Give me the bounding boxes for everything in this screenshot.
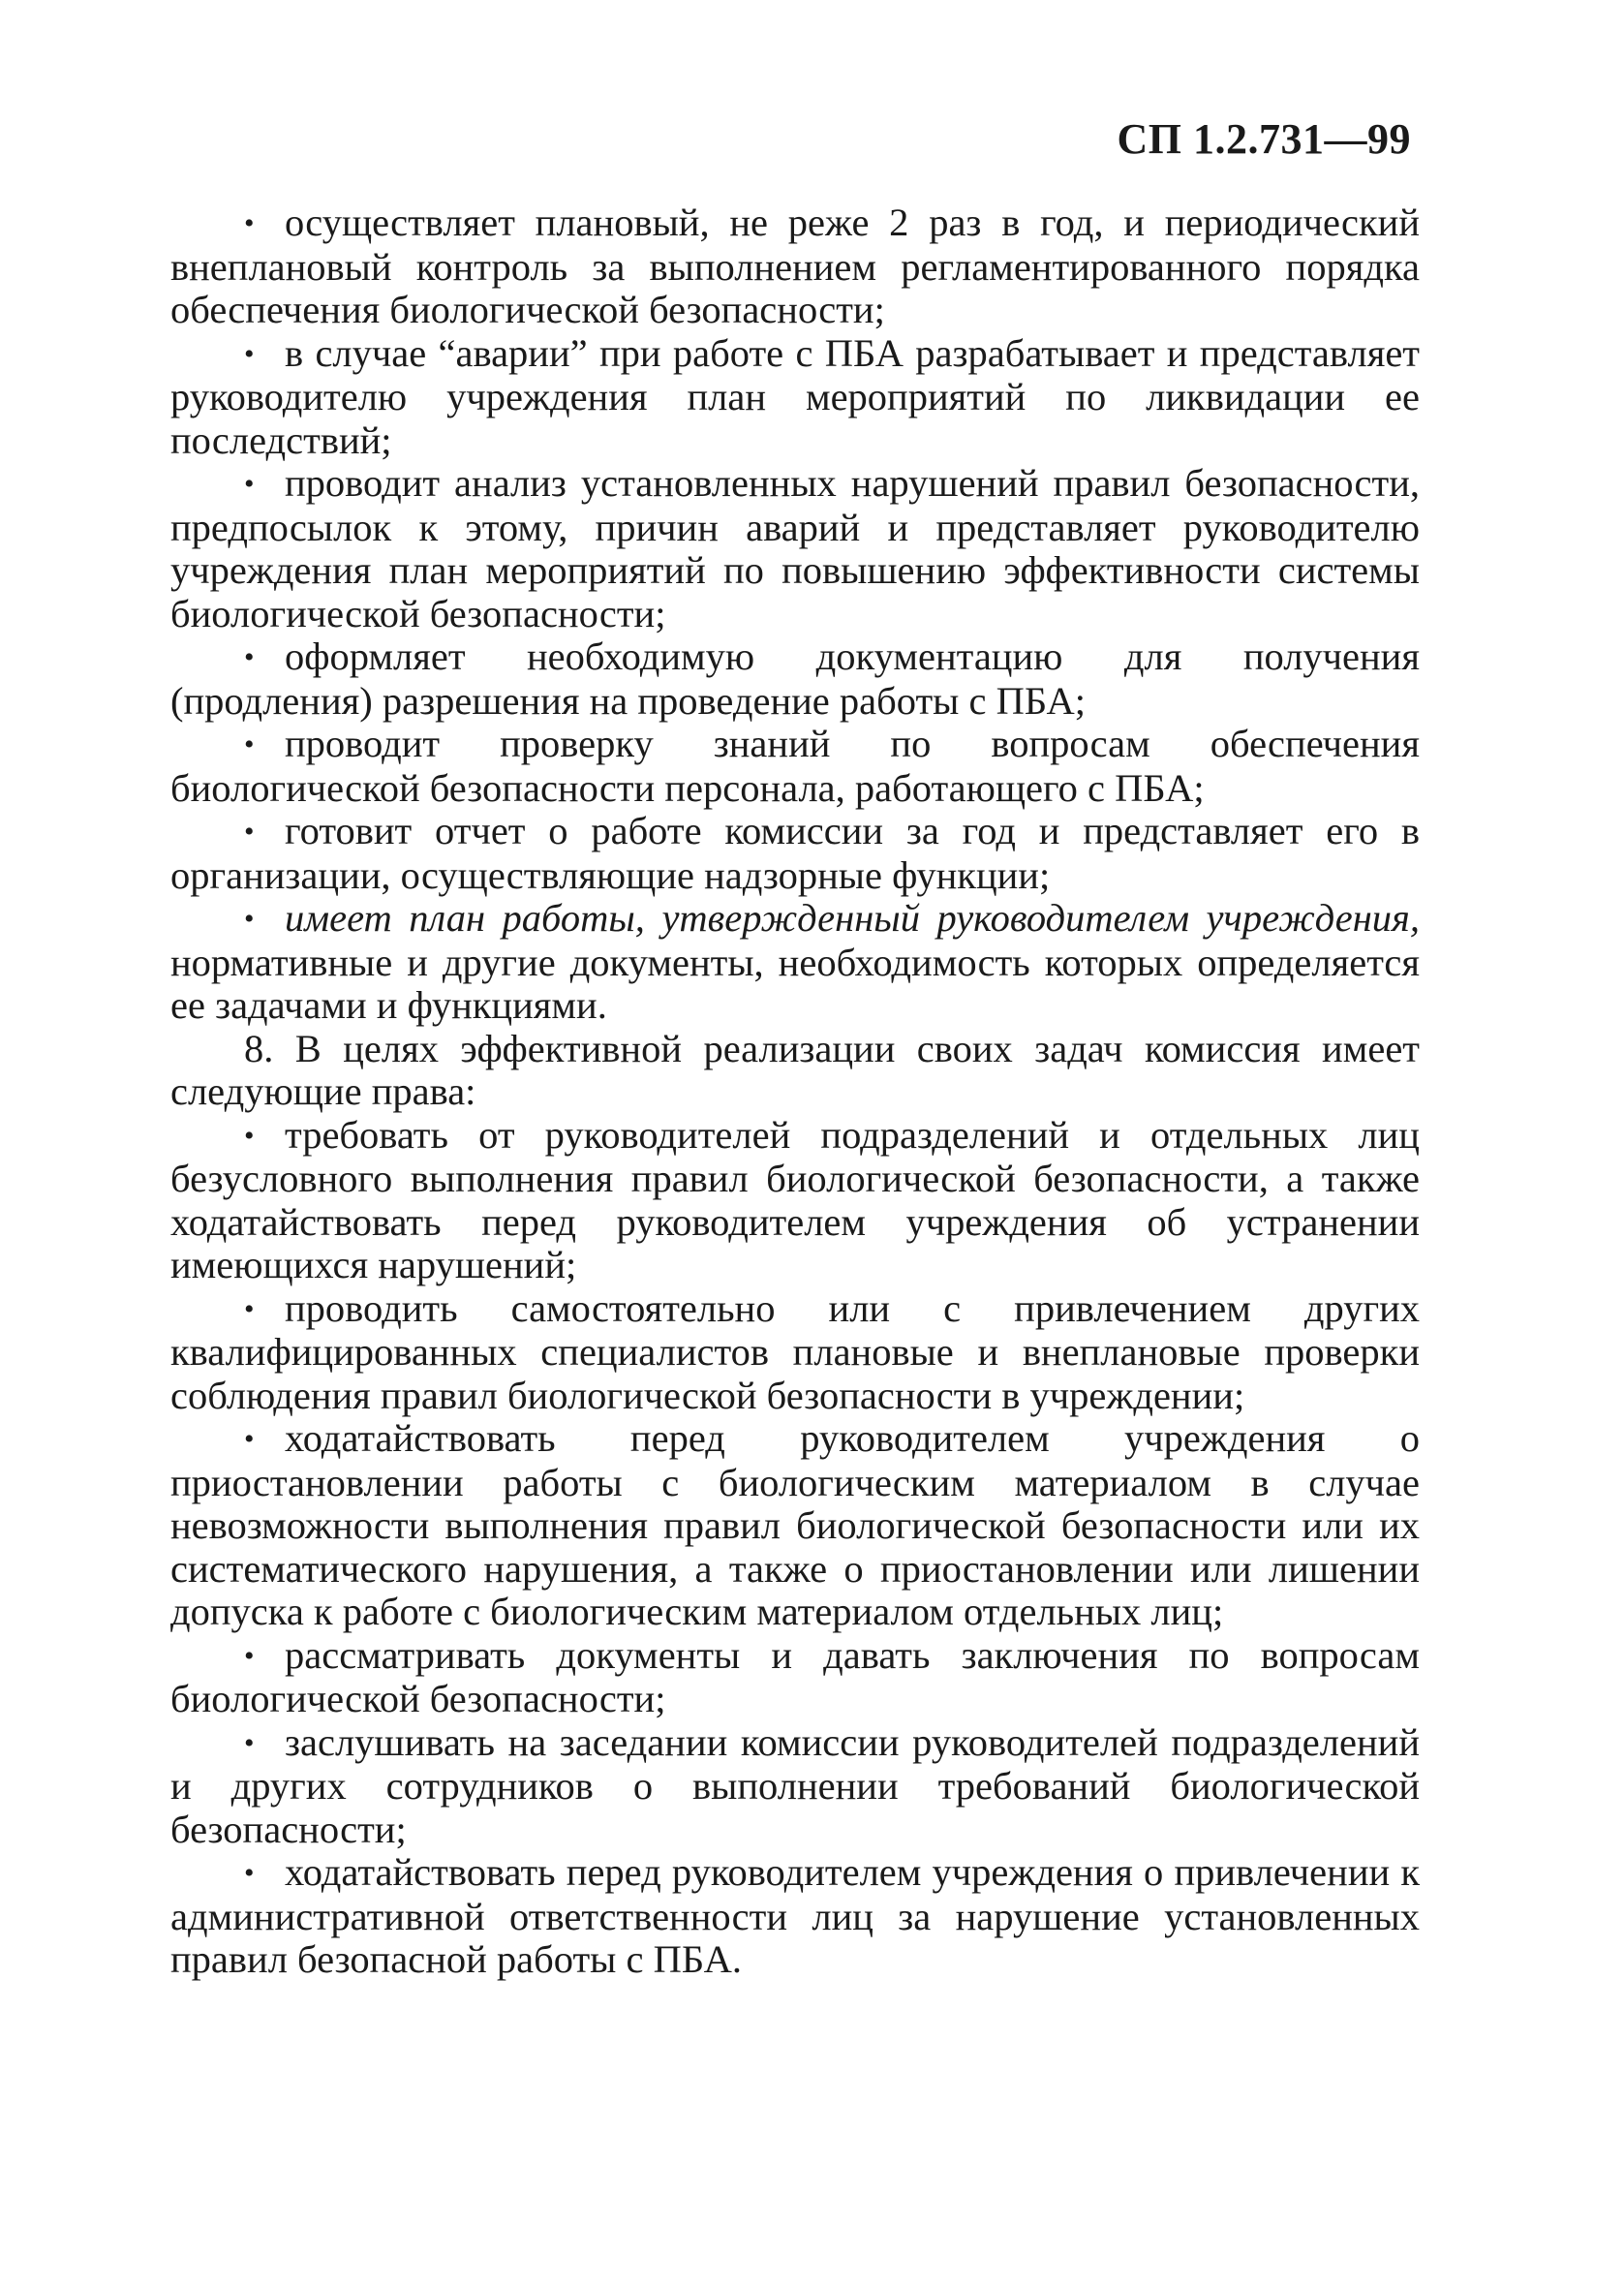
list-item <box>170 1634 1420 1721</box>
list-item <box>170 462 1420 635</box>
bullet-icon: • <box>244 1726 255 1759</box>
list-item <box>170 723 1420 810</box>
bullet-icon: • <box>244 1423 255 1455</box>
list-item-text: готовит отчет о работе комиссии за год и представляет его в организации, осуществляющие надзорные функции; <box>170 809 1420 897</box>
bullet-icon: • <box>244 903 255 935</box>
bullet-icon: • <box>244 728 255 760</box>
list-item <box>170 332 1420 463</box>
bullet-icon: • <box>244 1292 255 1325</box>
list-item-text: проводит проверку знаний по вопросам обеспечения биологической безопасности персонала, работающего с ПБА; <box>170 722 1420 810</box>
list-item <box>170 897 1420 1028</box>
list-item <box>170 1287 1420 1418</box>
list-item <box>170 635 1420 723</box>
bullet-icon: • <box>244 468 255 500</box>
list-item <box>170 201 1420 332</box>
list-item-text: рассматривать документы и давать заключения по вопросам биологической безопасности; <box>170 1632 1420 1720</box>
list-item <box>170 810 1420 897</box>
document-code-header: СП 1.2.731—99 <box>1117 115 1411 163</box>
list-item-italic-text: имеет план работы, утвержденный руководителем учреждения, <box>285 896 1420 940</box>
bullet-icon: • <box>244 1639 255 1672</box>
bullet-icon: • <box>244 337 255 370</box>
bullet-icon: • <box>244 207 255 239</box>
bullet-icon: • <box>244 641 255 673</box>
document-body <box>170 201 1420 1982</box>
bullet-icon: • <box>244 1857 255 1889</box>
section-8-paragraph: 8. В целях эффективной реализации своих задач комиссия имеет следующие права: <box>170 1026 1420 1113</box>
list-item-text: оформляет необходимую документацию для получения (продления) разрешения на проведение работы с ПБА; <box>170 634 1420 723</box>
list-item <box>170 1721 1420 1852</box>
list-item <box>170 1851 1420 1982</box>
list-item-text: ходатайствовать перед руководителем учреждения о привлечении к административной ответственности лиц за нарушение установленных правил безопасной работы с ПБА. <box>170 1850 1420 1981</box>
list-item-text: в случае “аварии” при работе с ПБА разрабатывает и представляет руководителю учреждения план мероприятий по ликвидации ее последствий; <box>170 330 1420 462</box>
list-item <box>170 1417 1420 1634</box>
list-item-text: нормативные и другие документы, необходимость которых определяется ее задачами и функциями. <box>170 940 1420 1027</box>
list-item-text: осуществляет плановый, не реже 2 раз в год, и периодический внеплановый контроль за выполнением регламентированного порядка обеспечения биологической безопасности; <box>170 201 1420 331</box>
list-item-text: заслушивать на заседании комиссии руководителей подразделений и других сотрудников о выполнении требований биологической безопасности; <box>170 1719 1420 1851</box>
list-item-text: проводить самостоятельно или с привлечением других квалифицированных специалистов плановые и внеплановые проверки соблюдения правил биологической безопасности в учреждении; <box>170 1285 1420 1417</box>
list-item <box>170 1114 1420 1287</box>
list-item-text: требовать от руководителей подразделений и отдельных лиц безусловного выполнения правил биологической безопасности, а также ходатайствовать перед руководителем учреждения об устранении имеющихся нарушений; <box>170 1112 1420 1286</box>
bullet-icon: • <box>244 1119 255 1152</box>
list-item-text: ходатайствовать перед руководителем учреждения о приостановлении работы с биологическим материалом в случае невозможности выполнения правил биологической безопасности или их систематического нарушения, а также о приостановлении или лишении допуска к работе с биологическим материалом отдельных лиц; <box>170 1416 1420 1633</box>
bullet-icon: • <box>244 816 255 848</box>
list-item-text: проводит анализ установленных нарушений правил безопасности, предпосылок к этому, причин аварий и представляет руководителю учреждения план мероприятий по повышению эффективности системы биологической безопасности; <box>170 461 1420 635</box>
